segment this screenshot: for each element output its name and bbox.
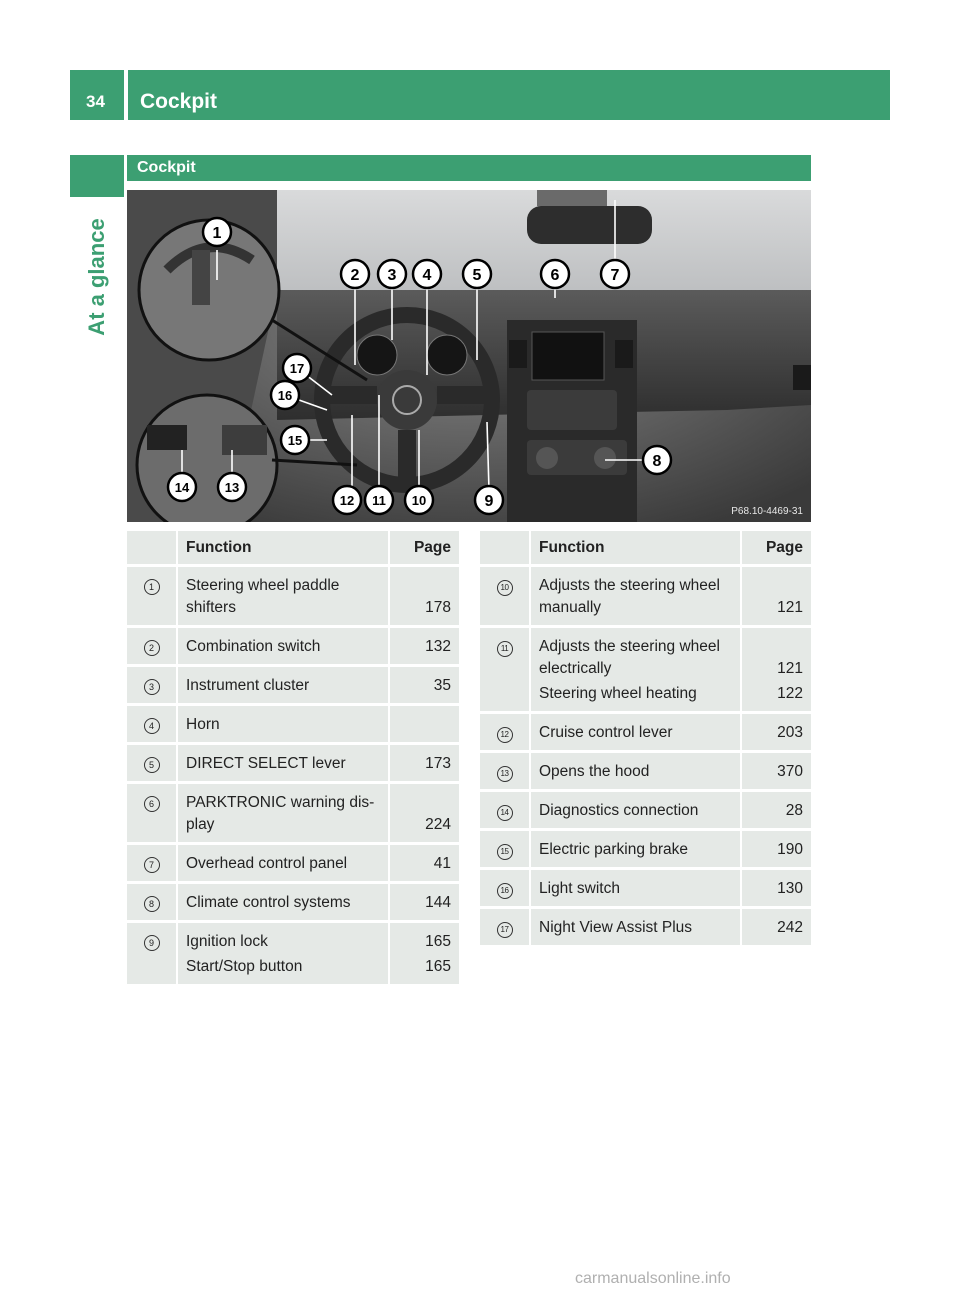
page-ref: 122 — [777, 685, 803, 702]
function-cell — [530, 791, 741, 830]
item-number: 2 — [144, 640, 160, 656]
page-cell — [741, 713, 811, 752]
function-cell — [530, 713, 741, 752]
page-cell — [389, 744, 459, 783]
function-cell — [177, 783, 389, 844]
function-text: Opens the hood — [539, 763, 650, 780]
function-cell — [530, 869, 741, 908]
page-ref: 370 — [777, 763, 803, 780]
header-bar — [128, 70, 890, 120]
table-row — [127, 883, 459, 922]
function-cell — [530, 830, 741, 869]
item-number-cell — [127, 566, 177, 627]
page-title: Cockpit — [140, 90, 218, 113]
function-text: Light switch — [539, 880, 620, 897]
item-number-cell — [480, 713, 530, 752]
side-tab-block — [70, 155, 124, 197]
table-row — [480, 869, 811, 908]
image-code: P68.10-4469-31 — [731, 506, 803, 517]
table-header-row — [480, 531, 811, 566]
item-number: 9 — [144, 935, 160, 951]
page-ref: 144 — [425, 894, 451, 911]
header-page: Page — [741, 531, 811, 566]
item-number-cell — [480, 752, 530, 791]
function-cell — [530, 566, 741, 627]
callout-3: 3 — [387, 267, 397, 284]
callout-4: 4 — [422, 267, 432, 284]
page-ref: 28 — [785, 802, 803, 819]
callout-17: 17 — [289, 361, 305, 376]
table-row — [127, 566, 459, 627]
callout-15: 15 — [287, 433, 303, 448]
item-number: 1 — [144, 579, 160, 595]
page-ref: 132 — [425, 638, 451, 655]
header-num-cell — [127, 531, 177, 566]
callout-2: 2 — [350, 267, 360, 284]
page-cell — [741, 566, 811, 627]
item-number: 11 — [497, 641, 513, 657]
function-cell — [177, 666, 389, 705]
item-number-cell — [480, 908, 530, 947]
page-number: 34 — [86, 92, 105, 111]
table-header-row — [127, 531, 459, 566]
page-ref: 121 — [777, 660, 803, 677]
item-number-cell — [480, 830, 530, 869]
function-cell — [177, 627, 389, 666]
function-text: Steering wheel paddle shifters — [186, 577, 340, 616]
function-text: Start/Stop button — [186, 958, 303, 975]
item-number-cell — [480, 627, 530, 713]
callout-16: 16 — [277, 388, 293, 403]
section-header — [127, 155, 811, 181]
item-number: 4 — [144, 718, 160, 734]
item-number-cell — [480, 869, 530, 908]
callout-8: 8 — [652, 453, 662, 470]
header-function: Function — [530, 531, 741, 566]
item-number: 17 — [497, 922, 513, 938]
function-cell — [177, 922, 389, 986]
callout-14: 14 — [174, 480, 190, 495]
table-row — [480, 713, 811, 752]
page-cell — [389, 566, 459, 627]
item-number: 3 — [144, 679, 160, 695]
table-body — [480, 566, 811, 947]
function-cell — [177, 844, 389, 883]
page-ref: 130 — [777, 880, 803, 897]
side-tab — [70, 197, 124, 357]
side-tab-label: At a glance — [84, 218, 109, 336]
item-number: 13 — [497, 766, 513, 782]
item-number: 10 — [497, 580, 513, 596]
callout-6: 6 — [550, 267, 560, 284]
item-number-cell — [127, 666, 177, 705]
callout-1: 1 — [212, 225, 222, 242]
table-row — [127, 844, 459, 883]
item-number: 7 — [144, 857, 160, 873]
function-text: Combination switch — [186, 638, 321, 655]
table-row — [480, 908, 811, 947]
page-ref: 173 — [425, 755, 451, 772]
page-ref: 224 — [425, 816, 451, 833]
item-number-cell — [127, 744, 177, 783]
table-row — [480, 627, 811, 713]
function-cell — [177, 566, 389, 627]
function-text: Overhead control panel — [186, 855, 348, 872]
header-function: Function — [177, 531, 389, 566]
function-text: Adjusts the steering wheel manually — [539, 577, 720, 616]
table-row — [480, 830, 811, 869]
page-cell — [389, 705, 459, 744]
table-row — [127, 744, 459, 783]
page-cell — [389, 666, 459, 705]
function-text: Cruise control lever — [539, 724, 673, 741]
page-ref: 165 — [425, 933, 451, 950]
page-cell — [389, 922, 459, 986]
watermark: carmanualsonline.info — [575, 1270, 731, 1287]
page-cell — [389, 627, 459, 666]
function-text: Horn — [186, 716, 220, 733]
table-row — [127, 922, 459, 986]
function-text: Adjusts the steering wheel electrically — [539, 638, 720, 677]
page-cell — [741, 752, 811, 791]
callout-10: 10 — [411, 493, 427, 508]
page-ref: 203 — [777, 724, 803, 741]
item-number-cell — [480, 566, 530, 627]
item-number: 14 — [497, 805, 513, 821]
callout-9: 9 — [484, 493, 494, 510]
function-cell — [177, 705, 389, 744]
function-cell — [530, 627, 741, 713]
header-page: Page — [389, 531, 459, 566]
function-text: Night View Assist Plus — [539, 919, 693, 936]
function-table-right — [480, 531, 811, 948]
item-number: 5 — [144, 757, 160, 773]
function-text: Climate control systems — [186, 894, 351, 911]
item-number-cell — [127, 783, 177, 844]
function-cell — [177, 744, 389, 783]
function-text: Ignition lock — [186, 933, 268, 950]
function-text: Steering wheel heating — [539, 685, 697, 702]
function-table-left — [127, 531, 459, 987]
table-row — [127, 666, 459, 705]
page-cell — [741, 627, 811, 713]
item-number-cell — [127, 627, 177, 666]
page-ref: 41 — [433, 855, 451, 872]
page-ref: 35 — [433, 677, 451, 694]
item-number-cell — [127, 844, 177, 883]
callout-11: 11 — [372, 493, 386, 508]
page-cell — [389, 844, 459, 883]
item-number-cell — [480, 791, 530, 830]
function-text: PARKTRONIC warning dis-play — [186, 794, 375, 833]
cockpit-image — [127, 190, 811, 522]
function-cell — [530, 908, 741, 947]
page-ref: 190 — [777, 841, 803, 858]
function-text: Electric parking brake — [539, 841, 689, 858]
table-row — [480, 566, 811, 627]
page-cell — [741, 869, 811, 908]
table-row — [127, 627, 459, 666]
page-cell — [389, 883, 459, 922]
page-ref: 242 — [777, 919, 803, 936]
page-cell — [741, 791, 811, 830]
item-number-cell — [127, 922, 177, 986]
section-title: Cockpit — [137, 159, 196, 176]
item-number: 6 — [144, 796, 160, 812]
table-body — [127, 566, 459, 986]
function-text: DIRECT SELECT lever — [186, 755, 346, 772]
callout-12: 12 — [339, 493, 355, 508]
item-number: 8 — [144, 896, 160, 912]
item-number: 15 — [497, 844, 513, 860]
page-cell — [741, 830, 811, 869]
page-ref: 178 — [425, 599, 451, 616]
page-cell — [389, 783, 459, 844]
table-row — [127, 783, 459, 844]
callout-7: 7 — [610, 267, 620, 284]
header-num-cell — [480, 531, 530, 566]
item-number: 16 — [497, 883, 513, 899]
page-cell — [741, 908, 811, 947]
callout-13: 13 — [224, 480, 240, 495]
item-number: 12 — [497, 727, 513, 743]
page-ref: 165 — [425, 958, 451, 975]
function-cell — [530, 752, 741, 791]
page-number-tab — [70, 70, 124, 120]
table-row — [127, 705, 459, 744]
item-number-cell — [127, 705, 177, 744]
callout-5: 5 — [472, 267, 482, 284]
function-text: Instrument cluster — [186, 677, 310, 694]
table-row — [480, 791, 811, 830]
table-row — [480, 752, 811, 791]
function-cell — [177, 883, 389, 922]
page-ref: 121 — [777, 599, 803, 616]
function-text: Diagnostics connection — [539, 802, 699, 819]
item-number-cell — [127, 883, 177, 922]
